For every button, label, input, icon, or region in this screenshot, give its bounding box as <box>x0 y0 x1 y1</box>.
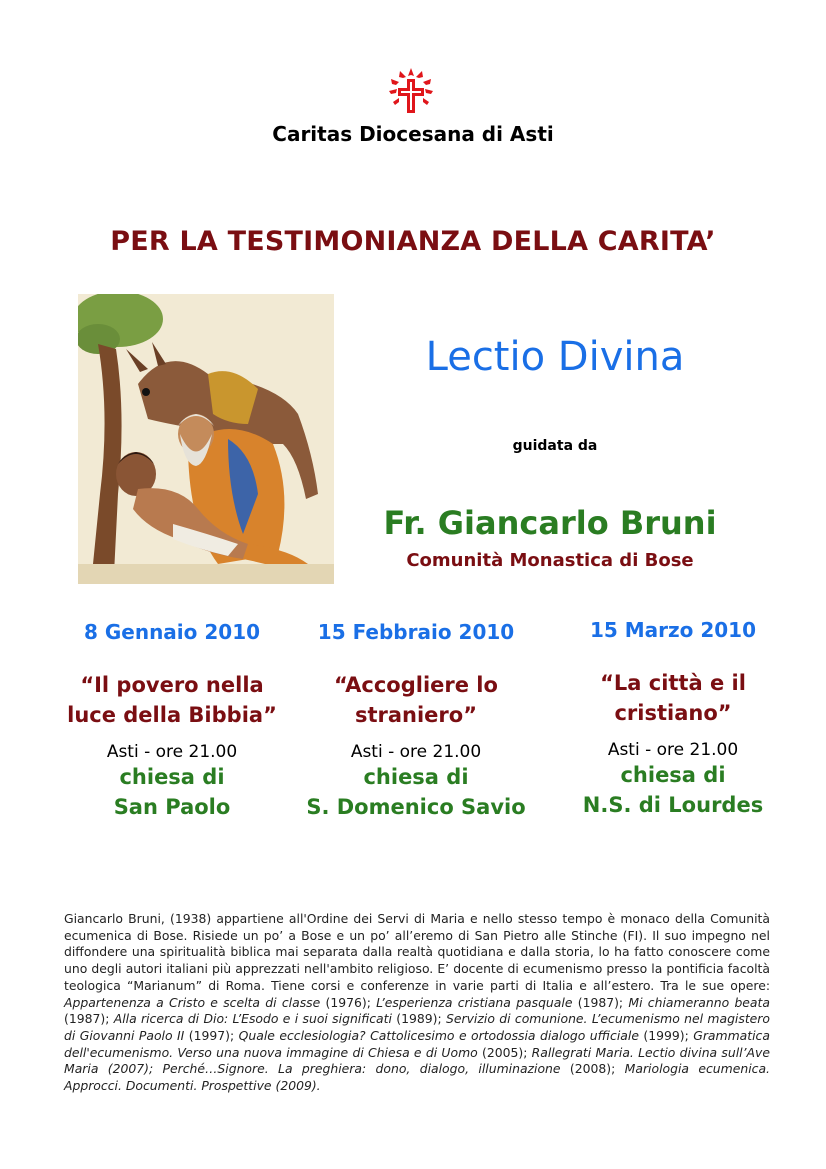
work-title: Rallegrati Maria. Lectio divina sull’Ave Maria (2007); Perché…Signore. La preghiera: dono, dialogo, illuminazione <box>64 1044 770 1077</box>
session-topic-line: “Accogliere lo <box>334 673 498 697</box>
guided-by-label: guidata da <box>512 438 598 454</box>
session-time: Asti - ore 21.00 <box>607 740 739 760</box>
session-place-line: S. Domenico Savio <box>306 795 526 819</box>
work-title: Mariologia ecumenica. Approcci. Documenti. Prospettive (2009). <box>64 1061 770 1094</box>
session-topic-line: “La città e il <box>600 671 746 695</box>
session-date: 8 Gennaio 2010 <box>83 620 261 644</box>
session-date: 15 Marzo 2010 <box>589 618 757 642</box>
session-time: Asti - ore 21.00 <box>106 742 238 762</box>
session-place-line: San Paolo <box>113 795 231 819</box>
session-topic-line: luce della Bibbia” <box>67 703 277 727</box>
session-place-line: N.S. di Lourdes <box>582 793 764 817</box>
work-title: Appartenenza a Cristo e scelta di classe <box>64 994 321 1010</box>
work-title: Servizio di comunione. L’ecumenismo nel magistero di Giovanni Paolo II <box>64 1011 770 1043</box>
speaker-biography: Giancarlo Bruni, (1938) appartiene all'Ordine dei Servi di Maria e nello stesso tempo è monaco della Comunità ecumenica di Bose. Risiede un po’ a Bose e un po’ all’eremo di San Pietro alle Stinche (FI). Il suo impegno nel diffondere una spiritualità biblica mai separata dalla realtà quotidiana e dalla storia, lo ha fatto conoscere come uno degli autori italiani più apprezzati nell'ambito religioso. E’ docente di ecumenismo presso la pontificia facoltà teologica “Marianum” di Roma. Tiene corsi e conferenze in varie parti di Italia e all’estero. Tra le sue opere: Appartenenza a Cristo e scelta di classe (1976); L’esperienza cristiana pasquale (1987); Mi chiameranno beata (1987); Alla ricerca di Dio: L’Esodo e i suoi significati (1989); Servizio di comunione. L’ecumenismo nel magistero di Giovanni Paolo II (1997); Quale ecclesiologia? Cattolicesimo e ortodossia dialogo ufficiale (1999); Grammatica dell'ecumenismo. Verso una nuova immagine di Chiesa e di Uomo (2005); Rallegrati Maria. Lectio divina sull’Ave Maria (2007); Perché…Signore. La preghiera: dono, dialogo, illuminazione (2008); Mariologia ecumenica. Approcci. Documenti. Prospettive (2009). <box>64 911 770 1094</box>
headline: PER LA TESTIMONIANZA DELLA CARITA’ <box>110 226 716 257</box>
speaker-community: Comunità Monastica di Bose <box>406 550 694 571</box>
session-topic-line: “Il povero nella <box>80 673 264 697</box>
session-column <box>548 618 798 820</box>
work-title: L’esperienza cristiana pasquale <box>376 994 573 1010</box>
work-title: Mi chiameranno beata <box>628 994 770 1010</box>
session-time: Asti - ore 21.00 <box>350 742 482 762</box>
work-title: Grammatica dell'ecumenismo. Verso una nuova immagine di Chiesa e di Uomo <box>64 1027 770 1060</box>
session-place-line: chiesa di <box>119 765 225 789</box>
speaker-name: Fr. Giancarlo Bruni <box>383 504 717 542</box>
event-title: Lectio Divina <box>425 334 685 380</box>
organization-name: Caritas Diocesana di Asti <box>272 122 554 146</box>
session-place-line: chiesa di <box>620 763 726 787</box>
session-column <box>291 620 541 822</box>
work-title: Alla ricerca di Dio: L’Esodo e i suoi significati <box>113 1011 392 1027</box>
caritas-logo-icon <box>386 66 436 116</box>
good-samaritan-icon-painting <box>78 294 334 584</box>
session-date: 15 Febbraio 2010 <box>317 620 515 644</box>
session-topic-line: cristiano” <box>614 701 732 725</box>
session-topic-line: straniero” <box>354 703 478 727</box>
session-place-line: chiesa di <box>363 765 469 789</box>
work-title: Quale ecclesiologia? Cattolicesimo e ortodossia dialogo ufficiale <box>238 1027 639 1043</box>
session-column <box>47 620 297 822</box>
